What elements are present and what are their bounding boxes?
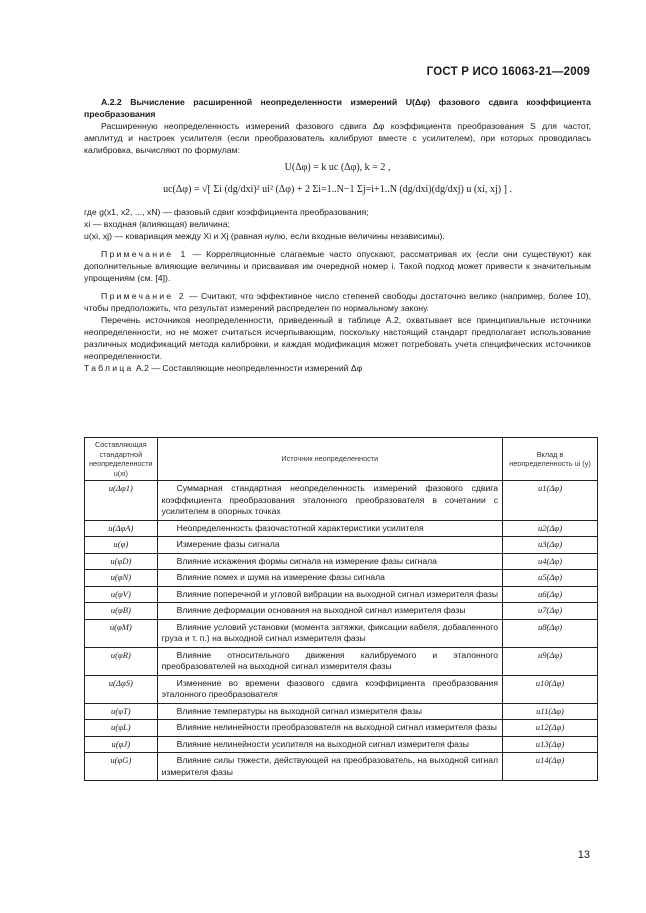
contribution: u10(Δφ) bbox=[503, 675, 598, 703]
contribution: u13(Δφ) bbox=[503, 736, 598, 753]
table-row bbox=[85, 603, 598, 620]
main-text bbox=[84, 96, 591, 374]
table-row bbox=[85, 720, 598, 737]
source-text: Влияние искажения формы сигнала на измерение фазы сигнала bbox=[176, 555, 437, 566]
component-symbol: u(φV) bbox=[85, 586, 158, 603]
page-number: 13 bbox=[577, 849, 590, 861]
table-row bbox=[85, 586, 598, 603]
contribution: u7(Δφ) bbox=[503, 603, 598, 620]
source-text: Влияние деформации основания на выходной сигнал измерителя фазы bbox=[176, 605, 466, 615]
contribution: u11(Δφ) bbox=[503, 703, 598, 720]
header-component: Составляющая стандартной неопределенности u(xi) bbox=[85, 438, 158, 481]
table-row bbox=[85, 675, 598, 703]
header-contribution: Вклад в неопределенность ui (y) bbox=[503, 438, 598, 481]
table-row bbox=[85, 570, 598, 587]
note-2 bbox=[84, 290, 591, 314]
source-description bbox=[157, 553, 502, 570]
source-description bbox=[157, 570, 502, 587]
contribution: u9(Δφ) bbox=[503, 647, 598, 675]
section-heading: А.2.2 Вычисление расширенной неопределенности измерений U(Δφ) фазового сдвига коэффициента преобразования bbox=[84, 97, 591, 119]
formula-expanded-uncertainty: U(Δφ) = k uc (Δφ), k = 2 , bbox=[284, 162, 391, 173]
component-symbol: u(φL) bbox=[85, 720, 158, 737]
source-text: Влияние относительного движения калибруемого и эталонного преобразователей на выходной сигнал измерителя фазы bbox=[161, 649, 498, 671]
source-text: Влияние поперечной и угловой вибрации на выходной сигнал измерителя фазы bbox=[176, 588, 498, 599]
component-symbol: u(φ) bbox=[85, 537, 158, 554]
note-2-label: Примечание 2 bbox=[101, 291, 186, 301]
contribution: u6(Δφ) bbox=[503, 586, 598, 603]
table-caption-label: Таблица bbox=[84, 363, 134, 373]
table-row bbox=[85, 553, 598, 570]
contribution: u1(Δφ) bbox=[503, 481, 598, 521]
contribution: u12(Δφ) bbox=[503, 720, 598, 737]
source-description bbox=[157, 603, 502, 620]
component-symbol: u(φR) bbox=[85, 647, 158, 675]
component-symbol: u(ΔφA) bbox=[85, 520, 158, 537]
table-header-row bbox=[85, 438, 598, 481]
component-symbol: u(φJ) bbox=[85, 736, 158, 753]
where-cov: u(xi, xj) — ковариация между Xi и Xj (равная нулю, если входные величины независимы). bbox=[84, 231, 445, 241]
table-row bbox=[85, 619, 598, 647]
source-description bbox=[157, 586, 502, 603]
component-symbol: u(φG) bbox=[85, 753, 158, 781]
component-symbol: u(φD) bbox=[85, 553, 158, 570]
component-symbol: u(φT) bbox=[85, 703, 158, 720]
source-text: Суммарная стандартная неопределенность измерений фазового сдвига коэффициента преобразования эталонного преобразователя в сочетании с усилителем в опорных точках bbox=[161, 483, 498, 516]
note-1 bbox=[84, 248, 591, 284]
source-text: Изменение во времени фазового сдвига коэффициента преобразования эталонного преобразователя bbox=[161, 677, 498, 699]
source-text: Влияние условий установки (момента затяжки, фиксации кабеля, добавленного груза и т. п.) на выходной сигнал измерителя фазы bbox=[161, 621, 498, 643]
table-row bbox=[85, 736, 598, 753]
source-description bbox=[157, 537, 502, 554]
source-description bbox=[157, 703, 502, 720]
source-description bbox=[157, 753, 502, 781]
contribution: u3(Δφ) bbox=[503, 537, 598, 554]
contribution: u5(Δφ) bbox=[503, 570, 598, 587]
note-2-text: — Считают, что эффективное число степеней свободы достаточно велико (например, более 10), чтобы предположить, что результат измерений распределен по нормальному закону. bbox=[84, 291, 591, 313]
source-description bbox=[157, 720, 502, 737]
table-caption-title: А.2 — Составляющие неопределенности измерений Δφ bbox=[133, 363, 363, 373]
source-text: Измерение фазы сигнала bbox=[176, 539, 280, 549]
sources-paragraph: Перечень источников неопределенности, приведенный в таблице А.2, охватывает все принципиальные источники неопределенности, но не может считаться исчерпывающим, поскольку настоящий стандарт предполагает использование различных модификаций метода калибровки, и каждая модификация может потребовать учета специфических источников неопределенности. bbox=[84, 315, 591, 361]
component-symbol: u(ΔφS) bbox=[85, 675, 158, 703]
table-row bbox=[85, 537, 598, 554]
component-symbol: u(φN) bbox=[85, 570, 158, 587]
source-description bbox=[157, 675, 502, 703]
source-text: Влияние силы тяжести, действующей на преобразователь, на выходной сигнал измерителя фазы bbox=[161, 755, 498, 777]
source-text: Влияние нелинейности преобразователя на выходной сигнал измерителя фазы bbox=[176, 722, 497, 732]
source-description bbox=[157, 520, 502, 537]
formula-combined-uncertainty: uc(Δφ) = √[ Σi (dg/dxi)² ui² (Δφ) + 2 Σi=1..N−1 Σj=i+1..N (dg/dxi)(dg/dxj) u (xi, xj) ] . bbox=[163, 184, 512, 195]
table-row bbox=[85, 481, 598, 521]
table-row bbox=[85, 703, 598, 720]
table-row bbox=[85, 647, 598, 675]
uncertainty-table bbox=[84, 437, 598, 781]
table-row bbox=[85, 753, 598, 781]
note-1-label: Примечание 1 bbox=[101, 249, 188, 259]
header-source: Источник неопределенности bbox=[157, 438, 502, 481]
note-1-text: — Корреляционные слагаемые часто опускают, рассматривая их (если они существуют) как дополнительные влияющие величины и присваивая им очередной номер i. Такой подход может привести к значительным упрощениям (см. [4]). bbox=[84, 249, 591, 283]
where-g: где g(x1, x2, ..., xN) — фазовый сдвиг коэффициента преобразования; bbox=[84, 207, 369, 217]
component-symbol: u(φM) bbox=[85, 619, 158, 647]
source-text: Влияние помех и шума на измерение фазы сигнала bbox=[176, 572, 385, 582]
contribution: u8(Δφ) bbox=[503, 619, 598, 647]
component-symbol: u(φB) bbox=[85, 603, 158, 620]
where-x: xi — входная (влияющая) величина; bbox=[84, 219, 230, 229]
source-text: Влияние нелинейности усилителя на выходной сигнал измерителя фазы bbox=[176, 738, 469, 749]
document-code: ГОСТ Р ИСО 16063-21—2009 bbox=[426, 66, 590, 78]
contribution: u14(Δφ) bbox=[503, 753, 598, 781]
source-text: Влияние температуры на выходной сигнал измерителя фазы bbox=[176, 705, 423, 716]
table-caption bbox=[84, 362, 591, 374]
component-symbol: u(Δφ1) bbox=[85, 481, 158, 521]
source-description bbox=[157, 619, 502, 647]
table-row bbox=[85, 520, 598, 537]
source-description bbox=[157, 736, 502, 753]
contribution: u4(Δφ) bbox=[503, 553, 598, 570]
contribution: u2(Δφ) bbox=[503, 520, 598, 537]
source-description bbox=[157, 647, 502, 675]
intro-paragraph: Расширенную неопределенность измерений фазового сдвига Δφ коэффициента преобразования S для частот, амплитуд и настроек усилителя (если преобразователь калибруют вместе с усилителем), при которых проводилась калибровка, вычисляют по формулам: bbox=[84, 121, 591, 155]
source-text: Неопределенность фазочастотной характеристики усилителя bbox=[176, 522, 424, 533]
source-description bbox=[157, 481, 502, 521]
